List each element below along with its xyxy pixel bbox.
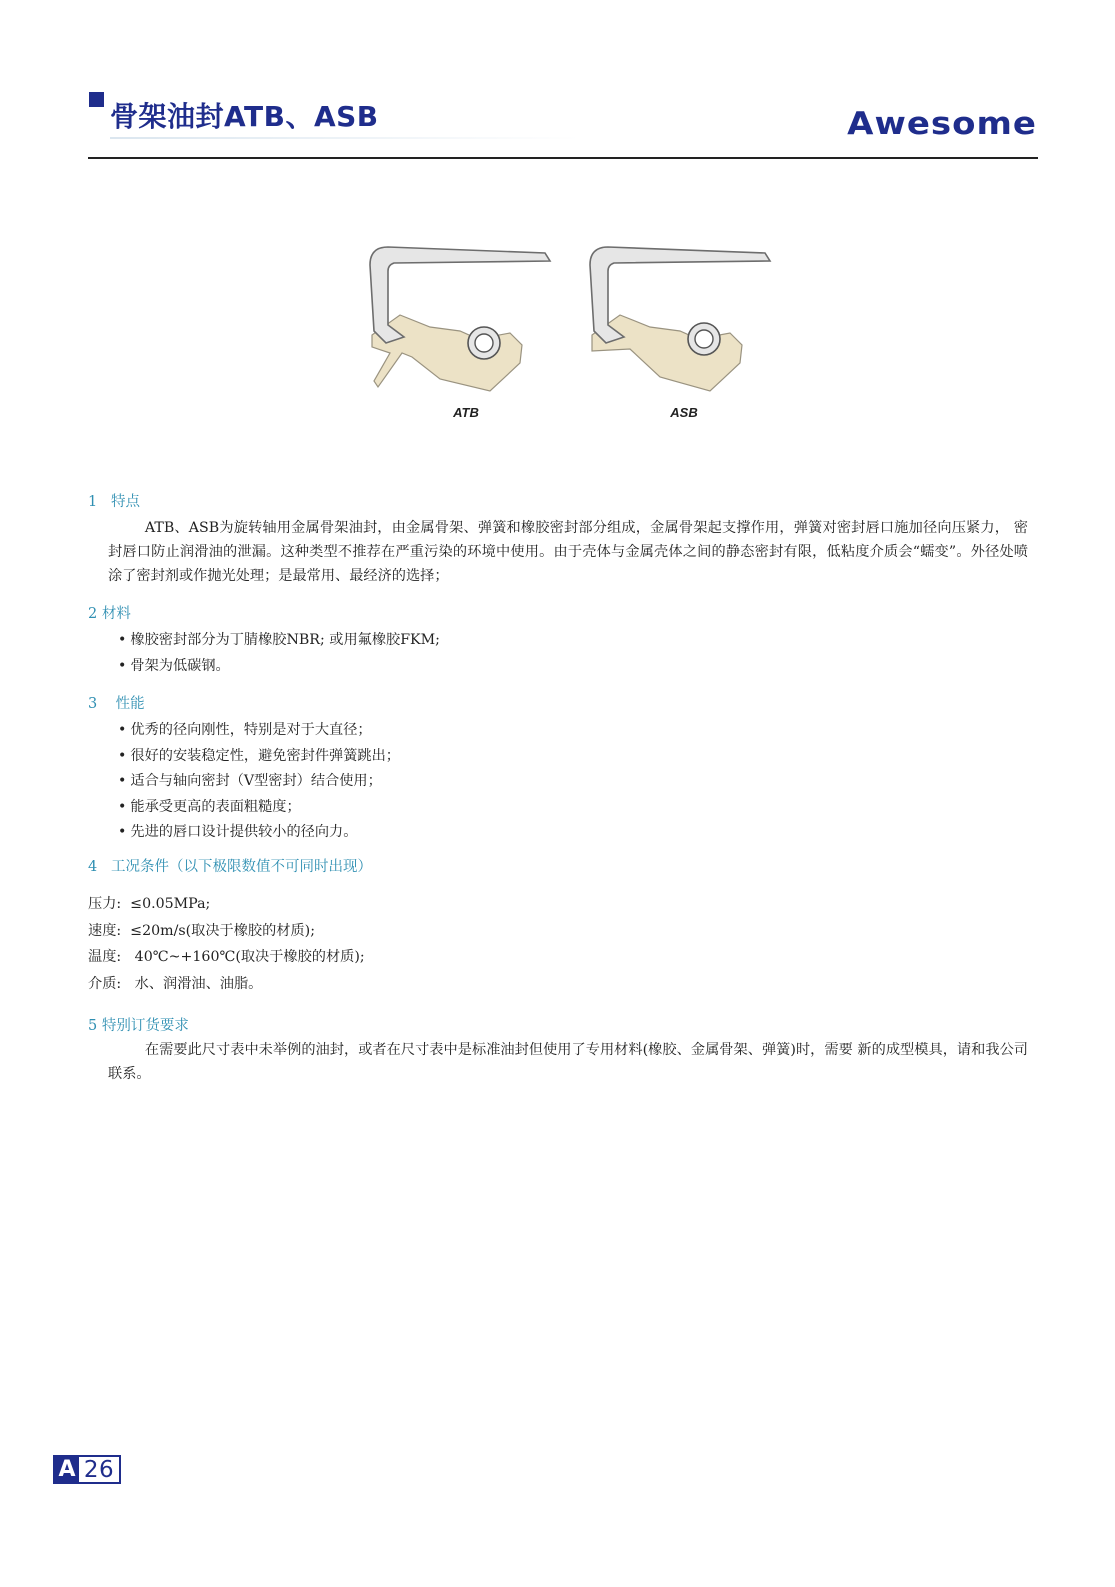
condition-row	[88, 918, 372, 945]
title-marker-square	[89, 92, 104, 107]
materials-list	[118, 628, 440, 679]
list-item: • 橡胶密封部分为丁腈橡胶NBR; 或用氟橡胶FKM;	[118, 628, 440, 654]
conditions-list	[88, 891, 372, 997]
list-item: • 能承受更高的表面粗糙度；	[118, 795, 400, 821]
badge-letter: A	[55, 1457, 79, 1482]
section-heading: 3 性能	[88, 696, 145, 712]
condition-value: ≤0.05MPa;	[121, 896, 211, 912]
seal-cross-section-diagram	[360, 235, 780, 435]
atb-rubber-body	[372, 315, 522, 391]
page-number-badge	[53, 1455, 121, 1484]
list-item: • 适合与轴向密封（V型密封）结合使用；	[118, 769, 400, 795]
section-heading: 4 工况条件（以下极限数值不可同时出现）	[88, 859, 373, 875]
condition-label: 介质:	[88, 975, 122, 992]
list-item: • 先进的唇口设计提供较小的径向力。	[118, 820, 400, 846]
condition-row	[88, 944, 372, 971]
header-divider	[88, 157, 1038, 159]
condition-row	[88, 891, 372, 918]
atb-spring-inner	[475, 334, 493, 352]
section-heading: 5 特别订货要求	[88, 1018, 189, 1034]
title-underline-fade	[110, 137, 580, 139]
performance-list	[118, 718, 400, 846]
brand-logo: Awesome	[847, 105, 1037, 143]
condition-value: 水、润滑油、油脂。	[121, 975, 263, 992]
page-title: 骨架油封ATB、ASB	[110, 100, 379, 133]
atb-seal-drawing	[370, 247, 550, 391]
condition-value: ≤20m/s(取决于橡胶的材质);	[121, 922, 315, 939]
asb-seal-drawing	[590, 247, 770, 391]
section-heading: 2 材料	[88, 606, 131, 622]
section-heading: 1 特点	[88, 494, 141, 510]
condition-label: 压力:	[88, 896, 122, 912]
section-special-orders	[88, 1014, 1028, 1086]
atb-label: ATB	[453, 405, 479, 420]
section-conditions	[88, 855, 372, 997]
page-number: 26	[83, 1456, 115, 1483]
condition-value: 40℃~+160℃(取决于橡胶的材质);	[121, 949, 365, 965]
section-features	[88, 490, 1028, 588]
list-item: • 优秀的径向刚性，特别是对于大直径；	[118, 718, 400, 744]
list-item: • 骨架为低碳钢。	[118, 654, 440, 680]
features-paragraph: ATB、ASB为旋转轴用金属骨架油封，由金属骨架、弹簧和橡胶密封部分组成，金属骨架起支撑作用，弹簧对密封唇口施加径向压紧力， 密封唇口防止润滑油的泄漏。这种类型不推荐在严重污染的环境中使用。由于壳体与金属壳体之间的静态密封有限，低粘度介质会“蠕变”。外径处喷涂了密封剂或作抛光处理；是最常用、最经济的选择；	[108, 520, 1028, 584]
section-materials	[88, 602, 440, 679]
asb-rubber-body	[592, 315, 742, 391]
asb-spring-inner	[695, 330, 713, 348]
list-item: • 很好的安装稳定性，避免密封件弹簧跳出；	[118, 744, 400, 770]
condition-row	[88, 971, 372, 998]
condition-label: 速度:	[88, 922, 122, 939]
condition-label: 温度:	[88, 949, 122, 965]
section-performance	[88, 692, 400, 846]
asb-label: ASB	[670, 405, 698, 420]
special-orders-paragraph: 在需要此尺寸表中未举例的油封，或者在尺寸表中是标准油封但使用了专用材料(橡胶、金属骨架、弹簧)时，需要 新的成型模具，请和我公司联系。	[108, 1042, 1028, 1082]
